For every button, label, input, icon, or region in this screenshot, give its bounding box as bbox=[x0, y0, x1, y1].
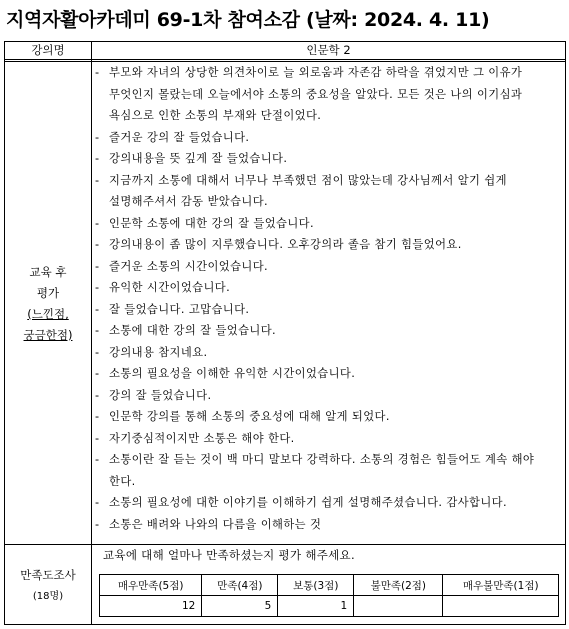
rating-header: 매우불만족(1점) bbox=[443, 575, 559, 596]
comment-item: - 자기중심적이지만 소통은 해야 한다. bbox=[93, 428, 559, 450]
rating-header: 만족(4점) bbox=[202, 575, 278, 596]
lecture-name-label: 강의명 bbox=[31, 43, 65, 57]
survey-table bbox=[4, 41, 566, 625]
comment-item: - 인문학 소통에 대한 강의 잘 들었습니다. bbox=[93, 213, 559, 235]
page-title: 지역자활아카데미 69-1차 참여소감 (날짜: 2024. 4. 11) bbox=[6, 9, 490, 31]
table-row bbox=[100, 596, 559, 617]
comment-item: - 부모와 자녀의 상당한 의견차이로 늘 외로움과 자존감 하락을 겪었지만 그 이유가 무엇인지 몰랐는데 오늘에서야 소통의 중요성을 알았다. 모든 것은 나의 이기심과 욕심으로 인한 소통의 부재와 단절이었다. bbox=[93, 62, 559, 127]
comment-list bbox=[93, 62, 559, 535]
comment-item: - 소통의 필요성을 이해한 유익한 시간이었습니다. bbox=[93, 363, 559, 385]
comment-item: - 즐거운 소통의 시간이었습니다. bbox=[93, 256, 559, 278]
comment-item: - 소통이란 잘 듣는 것이 백 마디 말보다 강력하다. 소통의 경험은 힘들어도 계속 해야 한다. bbox=[93, 449, 559, 492]
rating-count bbox=[354, 596, 443, 617]
comment-item: - 강의내용이 좀 많이 지루했습니다. 오후강의라 졸음 참기 힘들었어요. bbox=[93, 234, 559, 256]
rating-count: 5 bbox=[202, 596, 278, 617]
satisfaction-label: 만족도조사 bbox=[20, 568, 76, 582]
rating-header: 불만족(2점) bbox=[354, 575, 443, 596]
comment-item: - 잘 들었습니다. 고맙습니다. bbox=[93, 299, 559, 321]
comment-item: - 인문학 강의를 통해 소통의 중요성에 대해 알게 되었다. bbox=[93, 406, 559, 428]
comment-item: - 강의내용 참지네요. bbox=[93, 342, 559, 364]
satisfaction-table bbox=[99, 574, 559, 617]
comment-item: - 즐거운 강의 잘 들었습니다. bbox=[93, 127, 559, 149]
column-divider bbox=[91, 42, 92, 624]
comment-item: - 소통의 필요성에 대한 이야기를 이해하기 쉽게 설명해주셨습니다. 감사합니다. bbox=[93, 492, 559, 514]
lecture-name-value: 인문학 2 bbox=[306, 43, 351, 57]
comment-item: - 소통은 배려와 나와의 다름을 이해하는 것 bbox=[93, 514, 559, 536]
rating-header: 매우만족(5점) bbox=[100, 575, 202, 596]
comment-item: - 지금까지 소통에 대해서 너무나 부족했던 점이 많았는데 강사님께서 알기 쉽게 설명해주셔서 감동 받았습니다. bbox=[93, 170, 559, 213]
rating-count: 1 bbox=[278, 596, 354, 617]
evaluation-label-line: (느낀점, bbox=[27, 307, 69, 321]
comment-item: - 강의 잘 들었습니다. bbox=[93, 385, 559, 407]
respondent-count: (18명) bbox=[32, 591, 64, 602]
table-row bbox=[100, 575, 559, 596]
evaluation-label-line: 평가 bbox=[36, 286, 60, 300]
comment-item: - 소통에 대한 강의 잘 들었습니다. bbox=[93, 320, 559, 342]
comment-item: - 유익한 시간이었습니다. bbox=[93, 277, 559, 299]
evaluation-label-line: 교육 후 bbox=[29, 265, 67, 279]
satisfaction-question: 교육에 대해 얼마나 만족하셨는지 평가 해주세요. bbox=[103, 548, 355, 562]
comment-item: - 강의내용을 뜻 깊게 잘 들었습니다. bbox=[93, 148, 559, 170]
evaluation-label bbox=[5, 262, 91, 346]
evaluation-label-line: 궁금한점) bbox=[23, 328, 73, 342]
rating-count bbox=[443, 596, 559, 617]
section-divider bbox=[5, 544, 565, 545]
rating-count: 12 bbox=[100, 596, 202, 617]
rating-header: 보통(3점) bbox=[278, 575, 354, 596]
